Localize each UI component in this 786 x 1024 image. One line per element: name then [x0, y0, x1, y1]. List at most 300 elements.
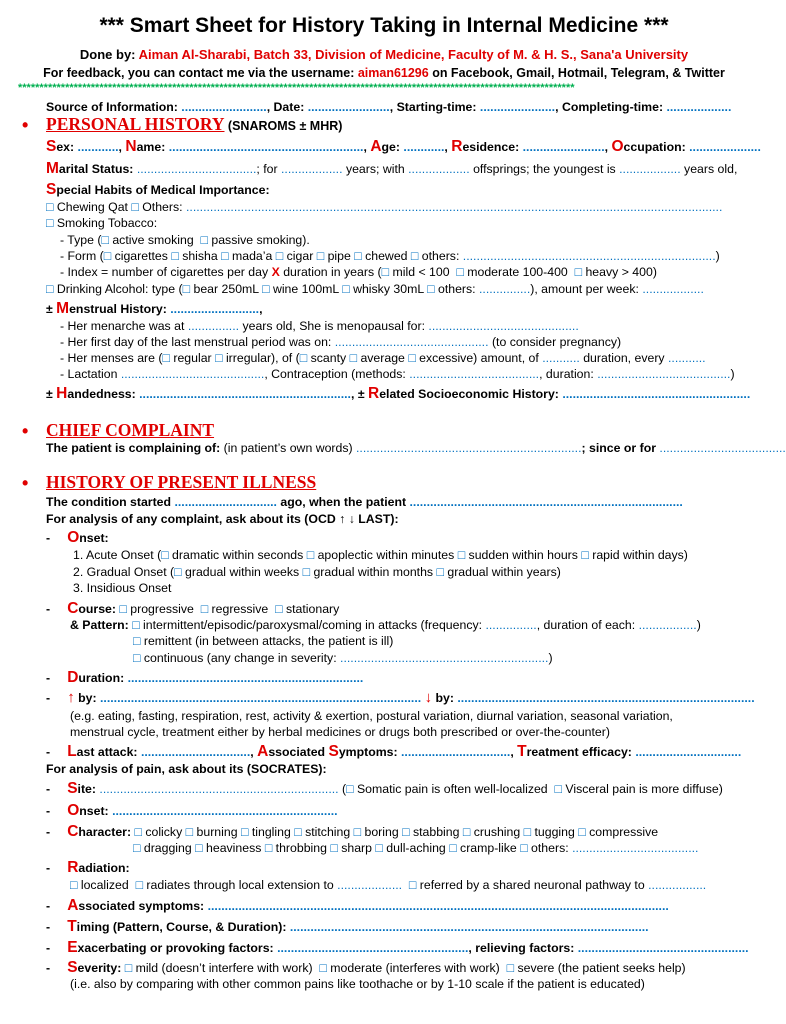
dash: -	[46, 941, 51, 955]
page-title: *** Smart Sheet for History Taking in Internal Medicine ***	[99, 14, 669, 37]
marital-label: arital Status:	[58, 162, 134, 176]
tingling-label: tingling	[251, 825, 291, 839]
checkbox-icon[interactable]: □	[554, 782, 562, 796]
section-heading: CHIEF COMPLAINT	[46, 420, 215, 440]
severity-line	[46, 960, 686, 976]
timing-line	[46, 919, 649, 935]
relieving-factors-label: , relieving factors:	[468, 941, 575, 955]
associated-label: ssociated	[268, 745, 329, 759]
compressive-label: compressive	[589, 825, 659, 839]
severity-change-field[interactable]: .............................................................	[340, 651, 549, 665]
severity-severe-label: severe (the patient seeks help)	[517, 961, 686, 975]
alcohol-line	[46, 282, 704, 297]
own-words-note: (in patient’s own words)	[223, 441, 353, 455]
onset-pain-line	[46, 803, 338, 819]
chief-complaint-line	[46, 441, 786, 456]
cap-letter: N	[125, 138, 137, 155]
checkbox-icon[interactable]: □	[200, 602, 209, 616]
severity-moderate-label: moderate (interferes with work)	[330, 961, 500, 975]
condition-started-line	[46, 495, 683, 510]
section-heading: PERSONAL HISTORY	[46, 114, 225, 134]
source-label: Source of Information:	[46, 100, 178, 114]
wine-label: wine 100mL	[272, 282, 339, 296]
started-label: The condition started	[46, 495, 172, 509]
checkbox-icon[interactable]: □	[215, 351, 223, 365]
irregular-label: irregular), of (	[225, 351, 300, 365]
beer-label: bear 250mL	[193, 282, 259, 296]
duration-each-label: , duration of each:	[536, 618, 636, 632]
checkbox-icon[interactable]: □	[506, 961, 515, 975]
bullet-icon: •	[22, 421, 29, 441]
others-form-field[interactable]: ..........................................................................	[462, 249, 716, 263]
started-field[interactable]: ..............................	[174, 495, 277, 509]
dash: -	[46, 861, 51, 875]
lactation-line: - Lactation .........................................., Contraception (methods: ......................................, duration: .......................................)	[60, 367, 735, 381]
smoking-label: Smoking Tobacco:	[56, 216, 158, 230]
progressive-label: progressive	[130, 602, 194, 616]
chewed-label: chewed	[365, 249, 408, 263]
checkbox-icon[interactable]: □	[162, 351, 170, 365]
checkbox-icon[interactable]: □	[316, 249, 325, 263]
menopause-field[interactable]: ............................................	[428, 319, 579, 333]
checkbox-icon[interactable]: □	[375, 841, 383, 855]
rapid-label: rapid within days)	[592, 548, 688, 562]
insidious-line: 3. Insidious Onset	[73, 581, 172, 595]
apoplectic-label: apoplectic within minutes	[317, 548, 455, 562]
acute-onset-line	[73, 548, 688, 563]
checkbox-icon[interactable]: □	[46, 216, 54, 230]
cap-letter: C	[67, 600, 79, 617]
checkbox-icon[interactable]: □	[264, 841, 273, 855]
lactation-field[interactable]: ..........................................	[120, 367, 265, 381]
smoking-index-line	[60, 265, 657, 280]
intro-line: Source of Information: ........................., Date: ........................, Starting-time: ......................, Completing-time: ...................	[46, 100, 732, 114]
checkbox-icon[interactable]: □	[319, 961, 327, 975]
done-by-label: Done by:	[79, 47, 139, 62]
cap-letter: R	[367, 385, 380, 402]
name-label: ame:	[136, 140, 166, 154]
onset-field[interactable]: ..................................................................	[112, 804, 338, 818]
since-field[interactable]: .....................................	[659, 441, 786, 455]
married-years-field[interactable]: ..................	[281, 162, 343, 176]
every-field[interactable]: ...........	[667, 351, 706, 365]
character-others-field[interactable]: .....................................	[572, 841, 699, 855]
sex-field[interactable]: ............	[77, 140, 119, 154]
localized-label: localized	[80, 878, 129, 892]
checkbox-icon[interactable]: □	[182, 282, 191, 296]
checkbox-icon[interactable]: □	[353, 825, 362, 839]
regressive-label: regressive	[211, 602, 269, 616]
associated-field[interactable]: ................................	[401, 745, 511, 759]
site-label: ite:	[77, 782, 96, 796]
bullet-icon: •	[22, 115, 29, 135]
checkbox-icon[interactable]: □	[46, 200, 54, 214]
relieving-factors-field[interactable]: ..................................................	[577, 941, 749, 955]
contraception-label: , Contraception (methods:	[264, 367, 406, 381]
gradual-onset-line	[73, 565, 561, 580]
complete-time-field[interactable]: ...................	[666, 100, 732, 114]
aggravating-field[interactable]: ..............................................................................................	[100, 691, 422, 705]
dash: -	[46, 782, 51, 796]
sudden-label: sudden within hours	[468, 548, 578, 562]
when-field[interactable]: ................................................................................	[409, 495, 683, 509]
hpi-bullet	[22, 473, 29, 493]
checkbox-icon[interactable]: □	[221, 249, 229, 263]
assoc-symptoms-line	[46, 898, 669, 914]
checkbox-icon[interactable]: □	[195, 841, 203, 855]
source-field[interactable]: .........................	[181, 100, 267, 114]
intermittent-label: intermittent/episodic/paroxysmal/coming in attacks (frequency:	[143, 618, 483, 632]
cap-letter: A	[370, 138, 382, 155]
continuous-line: □ continuous (any change in severity: .............................................................)	[133, 651, 553, 665]
course-label: ourse:	[78, 602, 116, 616]
checkbox-icon[interactable]: □	[306, 548, 315, 562]
cap-letter: O	[611, 138, 624, 155]
cap-letter: R	[451, 138, 463, 155]
checkbox-icon[interactable]: □	[342, 282, 350, 296]
checkbox-icon[interactable]: □	[133, 651, 141, 665]
socioeconomic-field[interactable]: .......................................................	[562, 387, 751, 401]
mild-label: mild < 100	[392, 265, 450, 279]
menstrual-label: enstrual History:	[69, 302, 167, 316]
severity-note: (i.e. also by comparing with other common pains like toothache or by 1-10 scale if the patient is educated)	[70, 977, 645, 991]
radiates-label: radiates through local extension to	[146, 878, 334, 892]
cap-letter: S	[67, 959, 78, 976]
menarche-field[interactable]: ...............	[187, 319, 240, 333]
checkbox-icon[interactable]: □	[70, 878, 78, 892]
last-attack-field[interactable]: ................................	[140, 745, 251, 759]
moderate-label: moderate 100-400	[467, 265, 568, 279]
youngest-field[interactable]: ..................	[619, 162, 681, 176]
dash: -	[46, 531, 51, 545]
cap-letter: O	[67, 529, 80, 546]
exacerbating-field[interactable]: ........................................................	[277, 941, 469, 955]
checkbox-icon[interactable]: □	[354, 249, 362, 263]
type-label: - Type (	[60, 233, 102, 247]
up-down-line	[46, 690, 755, 706]
bullet-icon: •	[22, 473, 29, 493]
cap-letter: O	[67, 802, 80, 819]
cigar-label: cigar	[286, 249, 314, 263]
cap-letter: T	[67, 918, 77, 935]
referred-label: referred by a shared neuronal pathway to	[419, 878, 645, 892]
sharp-label: sharp	[341, 841, 372, 855]
by-label: by:	[78, 691, 97, 705]
feedback-line	[0, 66, 768, 80]
hpi-heading-line	[46, 472, 317, 492]
associated-symptoms-field[interactable]: .......................................................................................................................................	[207, 899, 669, 913]
checkbox-icon[interactable]: □	[410, 249, 419, 263]
eg-line-1: (e.g. eating, fasting, respiration, rest, activity & exertion, postural variation, diurnal variation, seasonal variation,	[70, 709, 673, 723]
checkbox-icon[interactable]: □	[302, 565, 311, 579]
start-time-label: Starting-time:	[396, 100, 477, 114]
timing-label: iming (Pattern, Course, & Duration):	[76, 920, 287, 934]
throbbing-label: throbbing	[275, 841, 327, 855]
complaint-field[interactable]: ..................................................................	[356, 441, 582, 455]
checkbox-icon[interactable]: □	[462, 825, 471, 839]
chief-bullet	[22, 421, 29, 441]
lmp-field[interactable]: .............................................	[334, 335, 489, 349]
severity-label: everity:	[77, 961, 122, 975]
duration-field[interactable]: ...........	[542, 351, 580, 365]
smoking-line	[46, 216, 157, 231]
onset-line	[46, 530, 109, 546]
residence-label: esidence:	[462, 140, 520, 154]
checkbox-icon[interactable]: □	[523, 825, 532, 839]
cap-letter: R	[67, 859, 79, 876]
checkbox-icon[interactable]: □	[103, 249, 112, 263]
cap-letter: T	[517, 743, 527, 760]
checkbox-icon[interactable]: □	[124, 961, 133, 975]
checkbox-icon[interactable]: □	[581, 548, 589, 562]
cap-letter: S	[67, 780, 78, 797]
checkbox-icon[interactable]: □	[133, 841, 141, 855]
dash: -	[46, 961, 51, 975]
checkbox-icon[interactable]: □	[119, 602, 127, 616]
checkbox-icon[interactable]: □	[161, 548, 169, 562]
index-label: - Index = number of cigarettes per day	[60, 265, 269, 279]
date-field[interactable]: ........................	[307, 100, 390, 114]
section-heading: HISTORY OF PRESENT ILLNESS	[46, 472, 317, 492]
checkbox-icon[interactable]: □	[262, 282, 270, 296]
socioeconomic-label: elated Socioeconomic History:	[379, 387, 559, 401]
checkbox-icon[interactable]: □	[275, 249, 284, 263]
site-field[interactable]: ......................................................................	[99, 782, 339, 796]
site-line: - Site: ...................................................................... (□ Somatic pain is often well-localized □ Visceral pain is more diffuse)	[46, 780, 723, 797]
exacerbating-label: xacerbating or provoking factors:	[77, 941, 274, 955]
checkbox-icon[interactable]: □	[457, 548, 466, 562]
checkbox-icon[interactable]: □	[200, 233, 208, 247]
by-label: by:	[435, 691, 454, 705]
others-field[interactable]: .............................................................................................................................................................	[185, 200, 723, 214]
marital-field[interactable]: ...................................	[136, 162, 257, 176]
stabbing-label: stabbing	[412, 825, 460, 839]
checkbox-icon[interactable]: □	[134, 825, 142, 839]
cap-letter: E	[67, 939, 78, 956]
age-label: ge:	[381, 140, 400, 154]
checkbox-icon[interactable]: □	[46, 282, 54, 296]
scanty-label: scanty	[310, 351, 347, 365]
regular-label: regular	[173, 351, 212, 365]
character-line	[46, 824, 658, 840]
checkbox-icon[interactable]: □	[449, 841, 457, 855]
checkbox-icon[interactable]: □	[101, 233, 109, 247]
menses-line	[60, 351, 706, 366]
excessive-label: excessive) amount, of	[419, 351, 539, 365]
menstrual-field[interactable]: ..........................	[170, 302, 260, 316]
months-label: gradual within months	[313, 565, 434, 579]
passive-smoking-label: passive smoking).	[211, 233, 310, 247]
duration-label: , duration:	[539, 367, 594, 381]
dash: -	[46, 602, 51, 616]
author-name: Aiman Al-Sharabi, Batch 33, Division of Medicine, Faculty of M. & H. S., Sana'a University	[138, 47, 689, 62]
occupation-field[interactable]: .....................	[689, 140, 761, 154]
continuous-label: continuous (any change in severity:	[143, 651, 337, 665]
menstrual-line: ± Menstrual History: ..........................,	[46, 300, 263, 317]
cap-letter: S	[328, 743, 339, 760]
dash: -	[46, 920, 51, 934]
duration-line	[46, 670, 363, 686]
others-label: others:	[421, 249, 460, 263]
heavy-label: heavy > 400)	[585, 265, 657, 279]
chewing-qat-label: Chewing Qat	[56, 200, 128, 214]
cramp-like-label: cramp-like	[460, 841, 517, 855]
checkbox-icon[interactable]: □	[133, 634, 141, 648]
acute-label: 1. Acute Onset (	[73, 548, 162, 562]
cap-letter: S	[46, 138, 57, 155]
complaint-label: The patient is complaining of:	[46, 441, 221, 455]
contraception-field[interactable]: ......................................	[409, 367, 540, 381]
menarche-label: - Her menarche was at	[60, 319, 185, 333]
remittent-line	[133, 634, 393, 649]
checkbox-icon[interactable]: □	[171, 249, 179, 263]
lmp-line	[60, 335, 621, 350]
checkbox-icon[interactable]: □	[574, 265, 583, 279]
cap-letter: M	[56, 300, 70, 317]
contraception-duration-field[interactable]: .......................................	[597, 367, 731, 381]
date-label: Date:	[273, 100, 305, 114]
last-attack-label: ast attack:	[76, 745, 138, 759]
demographics-line: Sex: ............, Name: ........................................................., Age: ............, Residence: ........................, Occupation: .....................	[46, 138, 761, 155]
chewing-line	[46, 200, 722, 215]
offsprings-field[interactable]: ..................	[408, 162, 470, 176]
sex-label: ex:	[56, 140, 75, 154]
checkbox-icon[interactable]: □	[275, 602, 283, 616]
onset-label: nset:	[79, 804, 109, 818]
checkbox-icon[interactable]: □	[131, 200, 139, 214]
treatment-label: reatment efficacy:	[526, 745, 632, 759]
special-habits-label: pecial Habits of Medical Importance:	[56, 183, 270, 197]
mnemonic: (SNAROMS ± MHR)	[227, 119, 343, 133]
checkbox-icon[interactable]: □	[349, 351, 358, 365]
weeks-label: gradual within weeks	[185, 565, 300, 579]
duration-label: uration:	[78, 671, 125, 685]
cap-letter: M	[46, 160, 59, 177]
index-duration-label: duration in years (	[283, 265, 382, 279]
when-label: ago, when the patient	[280, 495, 407, 509]
average-label: average	[360, 351, 405, 365]
onset-label: nset:	[79, 531, 109, 545]
checkbox-icon[interactable]: □	[427, 282, 435, 296]
radiation-label: adiation:	[78, 861, 130, 875]
dash: -	[46, 671, 51, 685]
plus-minus: ±	[357, 387, 365, 401]
checkbox-icon[interactable]: □	[294, 825, 302, 839]
dragging-label: dragging	[143, 841, 192, 855]
checkbox-icon[interactable]: □	[132, 618, 140, 632]
burning-label: burning	[196, 825, 238, 839]
referred-field[interactable]: .................	[648, 878, 707, 892]
amount-field[interactable]: ..................	[642, 282, 704, 296]
for-text: ; for	[256, 162, 278, 176]
dash: -	[46, 745, 51, 759]
menses-label: - Her menses are (	[60, 351, 163, 365]
radiates-field[interactable]: ...................	[337, 878, 403, 892]
checkbox-icon[interactable]: □	[330, 841, 338, 855]
feedback-platforms: on Facebook, Gmail, Hotmail, Telegram, & Twitter	[428, 66, 725, 80]
years-label: gradual within years)	[447, 565, 561, 579]
cap-letter: C	[67, 823, 79, 840]
radiation-options-line	[70, 878, 706, 893]
cap-letter: L	[67, 743, 77, 760]
pregnancy-note: (to consider pregnancy)	[491, 335, 622, 349]
author-line	[0, 47, 768, 62]
multiply-mark: X	[271, 265, 280, 279]
pipe-label: pipe	[327, 249, 351, 263]
checkbox-icon[interactable]: □	[520, 841, 528, 855]
dramatic-label: dramatic within seconds	[172, 548, 304, 562]
checkbox-icon[interactable]: □	[408, 351, 416, 365]
checkbox-icon[interactable]: □	[578, 825, 586, 839]
name-field[interactable]: .........................................................	[168, 140, 364, 154]
crushing-label: crushing	[473, 825, 521, 839]
up-arrow-icon: ↑	[67, 689, 75, 706]
others-label: others:	[437, 282, 476, 296]
age-field[interactable]: ............	[403, 140, 445, 154]
checkbox-icon[interactable]: □	[402, 825, 410, 839]
checkbox-icon[interactable]: □	[240, 825, 249, 839]
shisha-label: shisha	[182, 249, 218, 263]
personal-heading-line	[46, 114, 343, 134]
cap-letter: S	[46, 181, 57, 198]
relieving-field[interactable]: .......................................................................................	[457, 691, 755, 705]
cap-letter: D	[67, 669, 79, 686]
checkbox-icon[interactable]: □	[456, 265, 464, 279]
course-line	[46, 601, 339, 617]
checkbox-icon[interactable]: □	[174, 565, 182, 579]
cigarettes-label: cigarettes	[114, 249, 168, 263]
checkbox-icon[interactable]: □	[408, 878, 417, 892]
form-label: - Form (	[60, 249, 104, 263]
treatment-field[interactable]: ...............................	[635, 745, 742, 759]
checkbox-icon[interactable]: □	[299, 351, 308, 365]
pattern-label: & Pattern:	[70, 618, 129, 632]
personal-history-heading	[22, 115, 29, 135]
years-old-text: years old,	[684, 162, 738, 176]
residence-field[interactable]: ........................	[522, 140, 605, 154]
lactation-label: - Lactation	[60, 367, 118, 381]
cap-letter: H	[56, 385, 68, 402]
frequency-field[interactable]: ...............	[485, 618, 537, 632]
dull-aching-label: dull-aching	[386, 841, 446, 855]
checkbox-icon[interactable]: □	[436, 565, 444, 579]
duration-field[interactable]: .....................................................................	[127, 671, 364, 685]
checkbox-icon[interactable]: □	[185, 825, 194, 839]
separator-stars: **********************************************************************************************************************************	[18, 82, 575, 94]
handedness-field[interactable]: ..............................................................	[139, 387, 351, 401]
alcohol-others-field[interactable]: ...............	[479, 282, 531, 296]
checkbox-icon[interactable]: □	[346, 782, 354, 796]
drinking-label: Drinking Alcohol: type (	[56, 282, 183, 296]
character-label: haracter:	[78, 825, 132, 839]
whisky-label: whisky 30mL	[353, 282, 424, 296]
duration-each-field[interactable]: .................	[638, 618, 697, 632]
menarche-line	[60, 319, 579, 334]
character-line-2	[133, 841, 698, 856]
start-time-field[interactable]: ......................	[479, 100, 556, 114]
plus-minus: ±	[46, 387, 53, 401]
checkbox-icon[interactable]: □	[381, 265, 390, 279]
analysis-line: For analysis of any complaint, ask about its (OCD ↑ ↓ LAST):	[46, 512, 399, 526]
username: aiman61296	[357, 66, 429, 80]
chief-heading-line	[46, 420, 215, 440]
cap-letter: A	[67, 897, 79, 914]
timing-field[interactable]: .........................................................................................................	[289, 920, 649, 934]
years-with-text: years; with	[345, 162, 405, 176]
checkbox-icon[interactable]: □	[135, 878, 143, 892]
amount-label: ), amount per week:	[530, 282, 639, 296]
down-arrow-icon: ↓	[424, 689, 433, 706]
